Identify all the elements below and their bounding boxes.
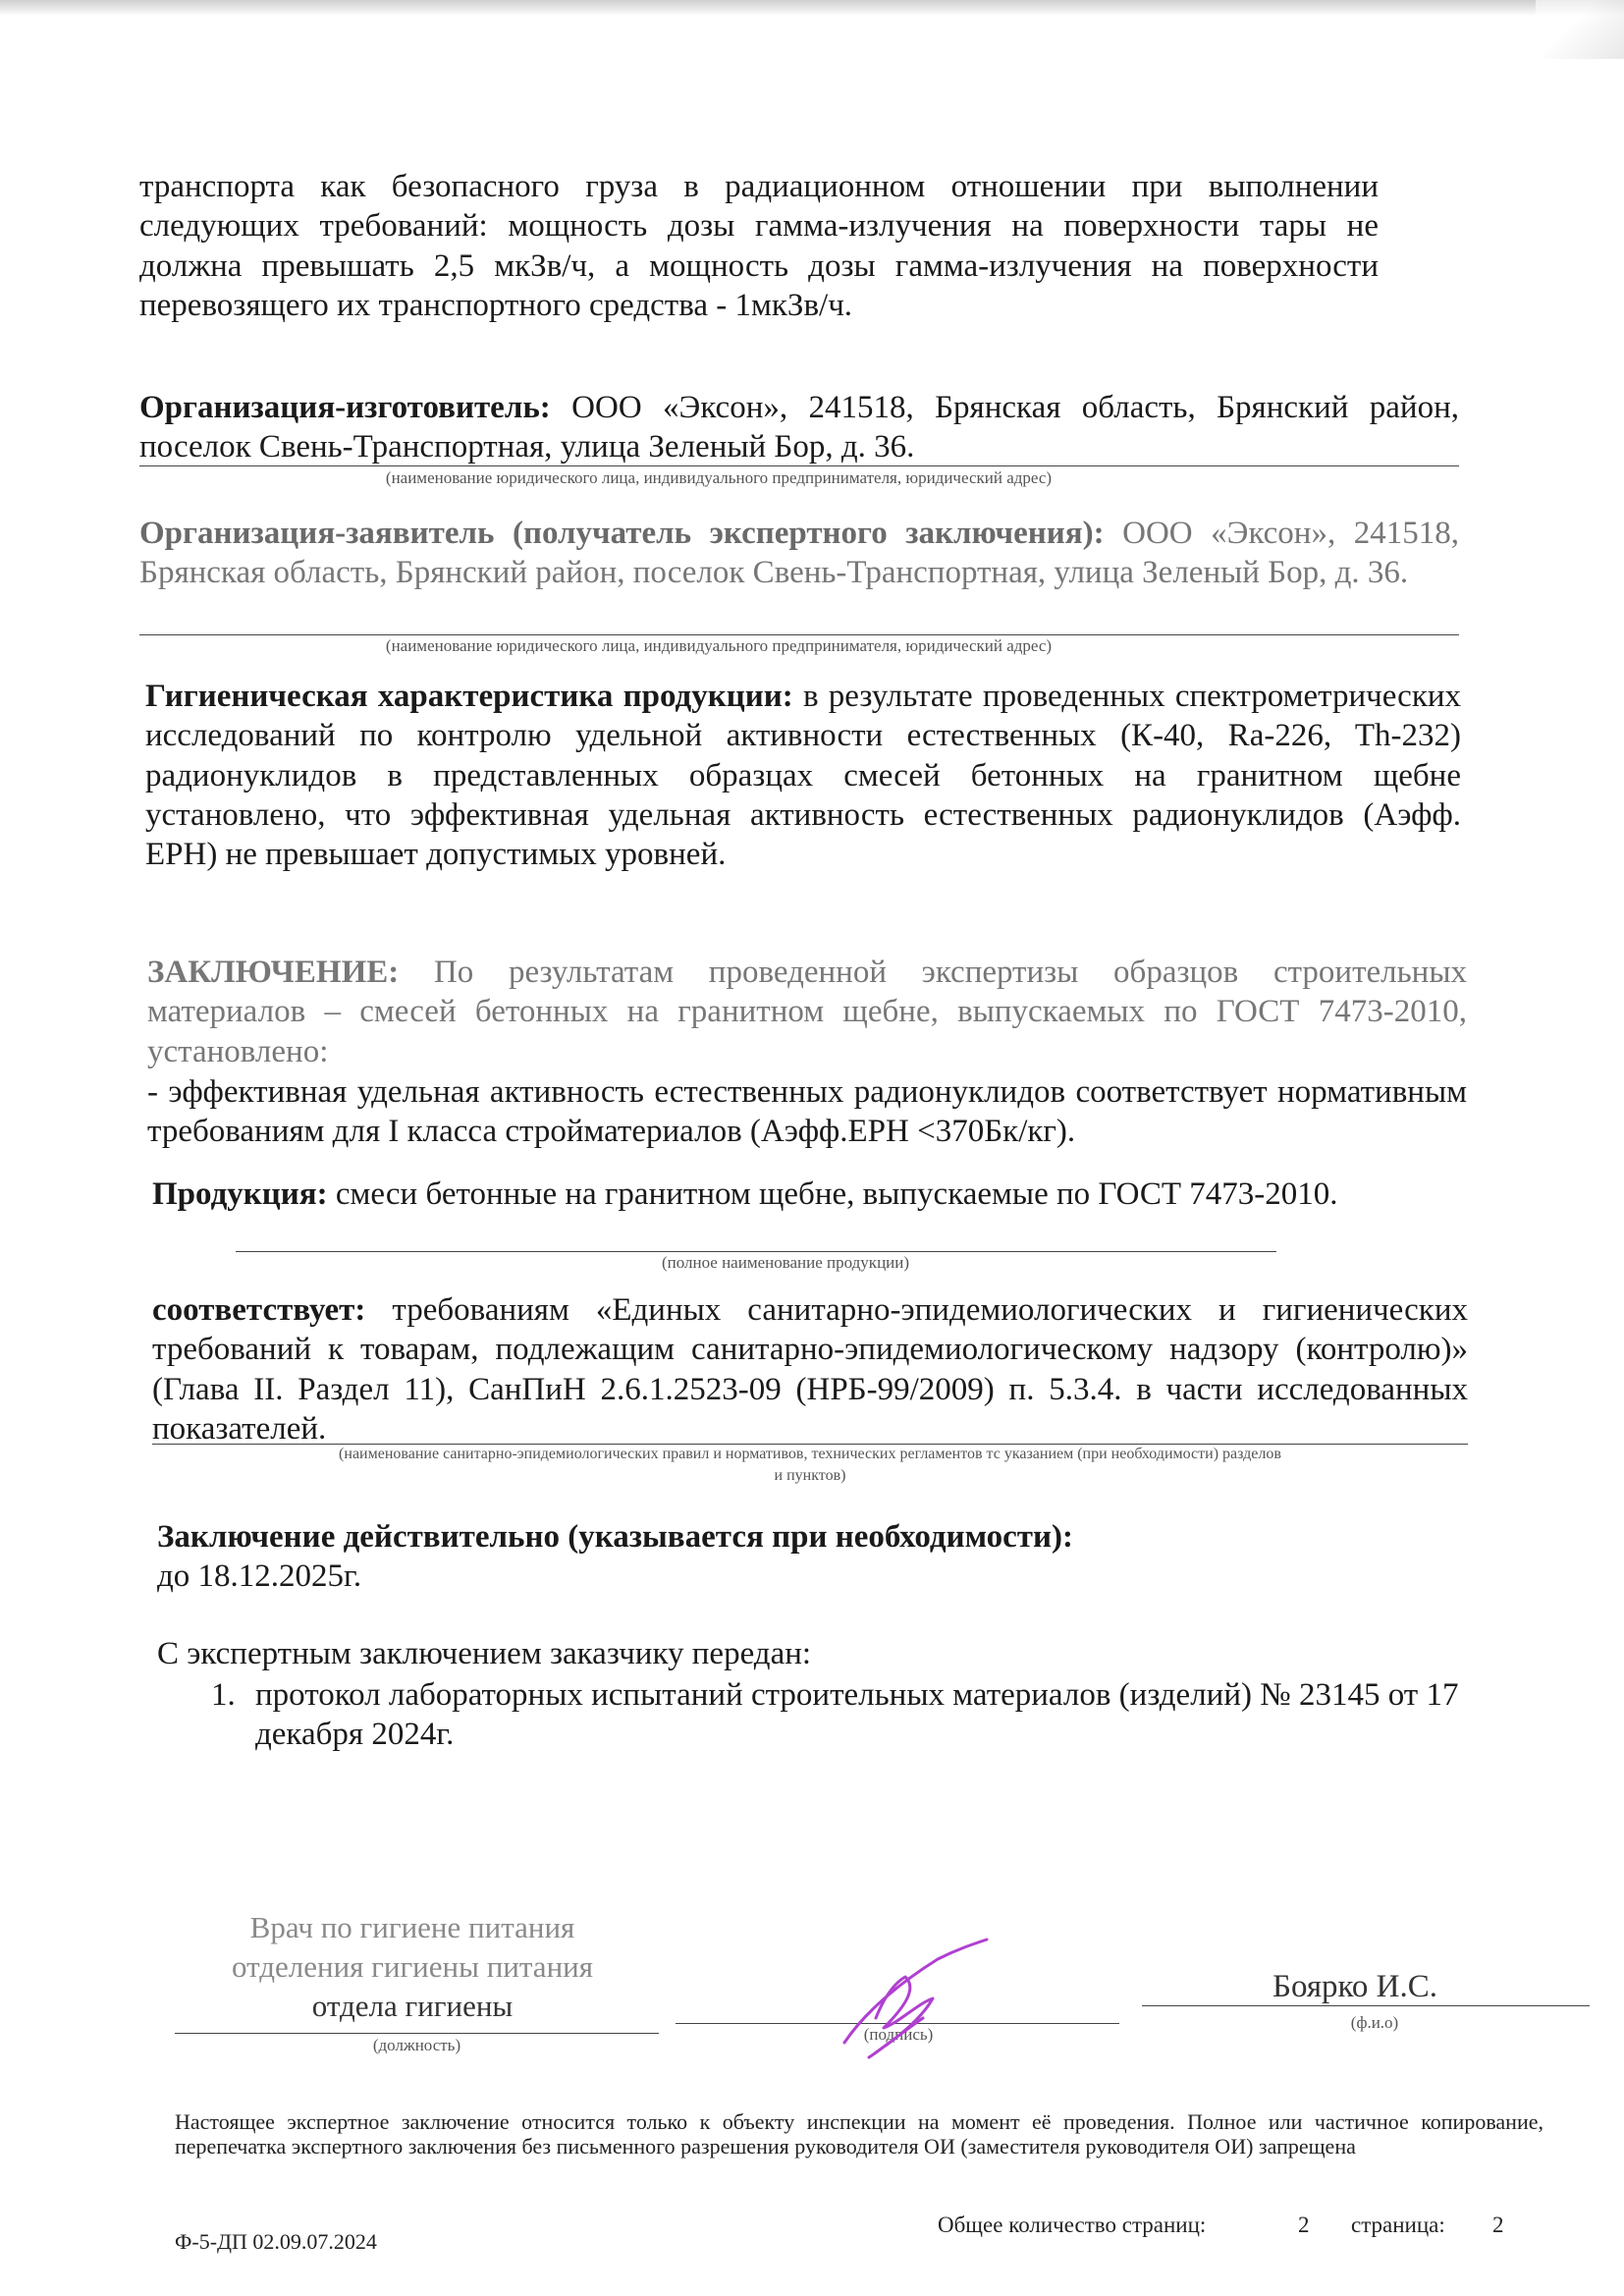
handover-item-number: 1. xyxy=(211,1677,236,1713)
complies-block xyxy=(152,1290,1468,1449)
complies-rule xyxy=(152,1444,1468,1445)
product-value: смеси бетонные на гранитном щебне, выпускаемые по ГОСТ 7473-2010. xyxy=(335,1176,1338,1212)
applicant-block xyxy=(139,514,1459,593)
hygienic-value: в результате проведенных спектрометрических исследований по контролю удельной активности естественных (К-40, Ra-226, Th-232) радионуклидов в представленных образцах смесей бетонных на гранитном щебне установлено, что эффективная удельная активность естественных радионуклидов (Аэфф. ЕРН) не превышает допустимых уровней. xyxy=(145,679,1462,872)
validity-block xyxy=(157,1517,1453,1597)
position-line3: отдела гигиены xyxy=(311,1989,514,2023)
position-line2: отделения гигиены питания xyxy=(231,1949,594,1984)
signer-name: Боярко И.С. xyxy=(1272,1969,1437,2004)
name-caption: (ф.и.о) xyxy=(1350,2013,1399,2032)
product-rule xyxy=(236,1251,1276,1252)
hygienic-label: Гигиеническая характеристика продукции: xyxy=(145,679,793,714)
product-caption: (полное наименование продукции) xyxy=(661,1253,910,1272)
handover-item-text: протокол лабораторных испытаний строительных материалов (изделий) № 23145 от 17 декабря 2024г. xyxy=(255,1677,1459,1753)
conclusion-value: По результатам проведенной экспертизы образцов строительных материалов – смесей бетонных на гранитном щебне, выпускаемых по ГОСТ 7473-2010, установлено: xyxy=(147,955,1467,1069)
product-label: Продукция: xyxy=(152,1176,328,1212)
manufacturer-block xyxy=(139,388,1459,467)
position-line1: Врач по гигиене питания xyxy=(249,1910,575,1944)
manufacturer-caption: (наименование юридического лица, индивидуального предпринимателя, юридический адрес) xyxy=(385,468,1053,487)
conclusion-item xyxy=(147,1072,1467,1152)
name-rule xyxy=(1142,2005,1590,2006)
scan-edge xyxy=(0,0,1624,16)
applicant-value: ООО «Эксон», 241518, Брянская область, Брянский район, поселок Свень-Транспортная, улица Зеленый Бор, д. 36. xyxy=(139,516,1459,591)
applicant-label: Организация-заявитель (получатель экспертного заключения): xyxy=(139,516,1105,551)
complies-value: требованиям «Единых санитарно-эпидемиологических и гигиенических требований к товарам, подлежащим санитарно-эпидемиологическому надзору (контролю)» (Глава II. Раздел 11), СанПиН 2.6.1.2523-09 (НРБ-99/2009) п. 5.3.4. в части исследованных показателей. xyxy=(152,1292,1468,1447)
total-pages-label: Общее количество страниц: xyxy=(938,2213,1207,2237)
total-pages-value: 2 xyxy=(1298,2213,1310,2237)
applicant-caption: (наименование юридического лица, индивидуального предпринимателя, юридический адрес) xyxy=(385,636,1053,655)
conclusion-item-text: - эффективная удельная активность естественных радионуклидов соответствует нормативным требованиям для I класса стройматериалов (Аэфф.ЕРН <370Бк/кг). xyxy=(147,1074,1467,1150)
validity-value: до 18.12.2025г. xyxy=(157,1558,362,1595)
complies-label: соответствует: xyxy=(152,1292,366,1328)
page-value: 2 xyxy=(1492,2213,1504,2237)
manufacturer-label: Организация-изготовитель: xyxy=(139,390,551,425)
intro-paragraph xyxy=(139,167,1379,325)
conclusion-label: ЗАКЛЮЧЕНИЕ: xyxy=(147,955,400,990)
handover-intro xyxy=(157,1634,1453,1673)
applicant-rule xyxy=(139,634,1459,635)
page-label: страница: xyxy=(1351,2213,1445,2237)
manufacturer-value: ООО «Эксон», 241518, Брянская область, Брянский район, поселок Свень-Транспортная, улица Зеленый Бор, д. 36. xyxy=(139,390,1459,465)
footer-notice: Настоящее экспертное заключение относится только к объекту инспекции на момент её проведения. Полное или частичное копирование, перепечатка экспертного заключения без письменного разрешения руководителя ОИ (заместителя руководителя ОИ) запрещена xyxy=(175,2109,1543,2159)
scan-corner-mark xyxy=(1536,0,1624,59)
manufacturer-rule xyxy=(139,465,1459,466)
position-rule xyxy=(175,2033,659,2034)
validity-label: Заключение действительно (указывается при необходимости): xyxy=(157,1519,1074,1555)
complies-caption-line2: и пунктов) xyxy=(774,1467,846,1484)
hygienic-block xyxy=(145,677,1461,874)
form-code: Ф-5-ДП 02.09.07.2024 xyxy=(175,2229,377,2254)
conclusion-block xyxy=(147,953,1467,1071)
position-caption: (должность) xyxy=(372,2036,461,2054)
product-block xyxy=(152,1175,1464,1214)
handover-intro-text: С экспертным заключением заказчику передан: xyxy=(157,1636,812,1671)
signature-stroke xyxy=(844,1940,987,2057)
handwritten-signature xyxy=(825,1930,1001,2077)
intro-text: транспорта как безопасного груза в радиационном отношении при выполнении следующих требований: мощность дозы гамма-излучения на поверхности тары не должна превышать 2,5 мкЗв/ч, а мощность дозы гамма-излучения на поверхности перевозящего их транспортного средства - 1мкЗв/ч. xyxy=(139,169,1379,323)
signature-caption: (подпись) xyxy=(863,2025,934,2044)
complies-caption-line1: (наименование санитарно-эпидемиологических правил и нормативов, технических регламентов тс указанием (при необходимости) разделов xyxy=(339,1446,1281,1462)
